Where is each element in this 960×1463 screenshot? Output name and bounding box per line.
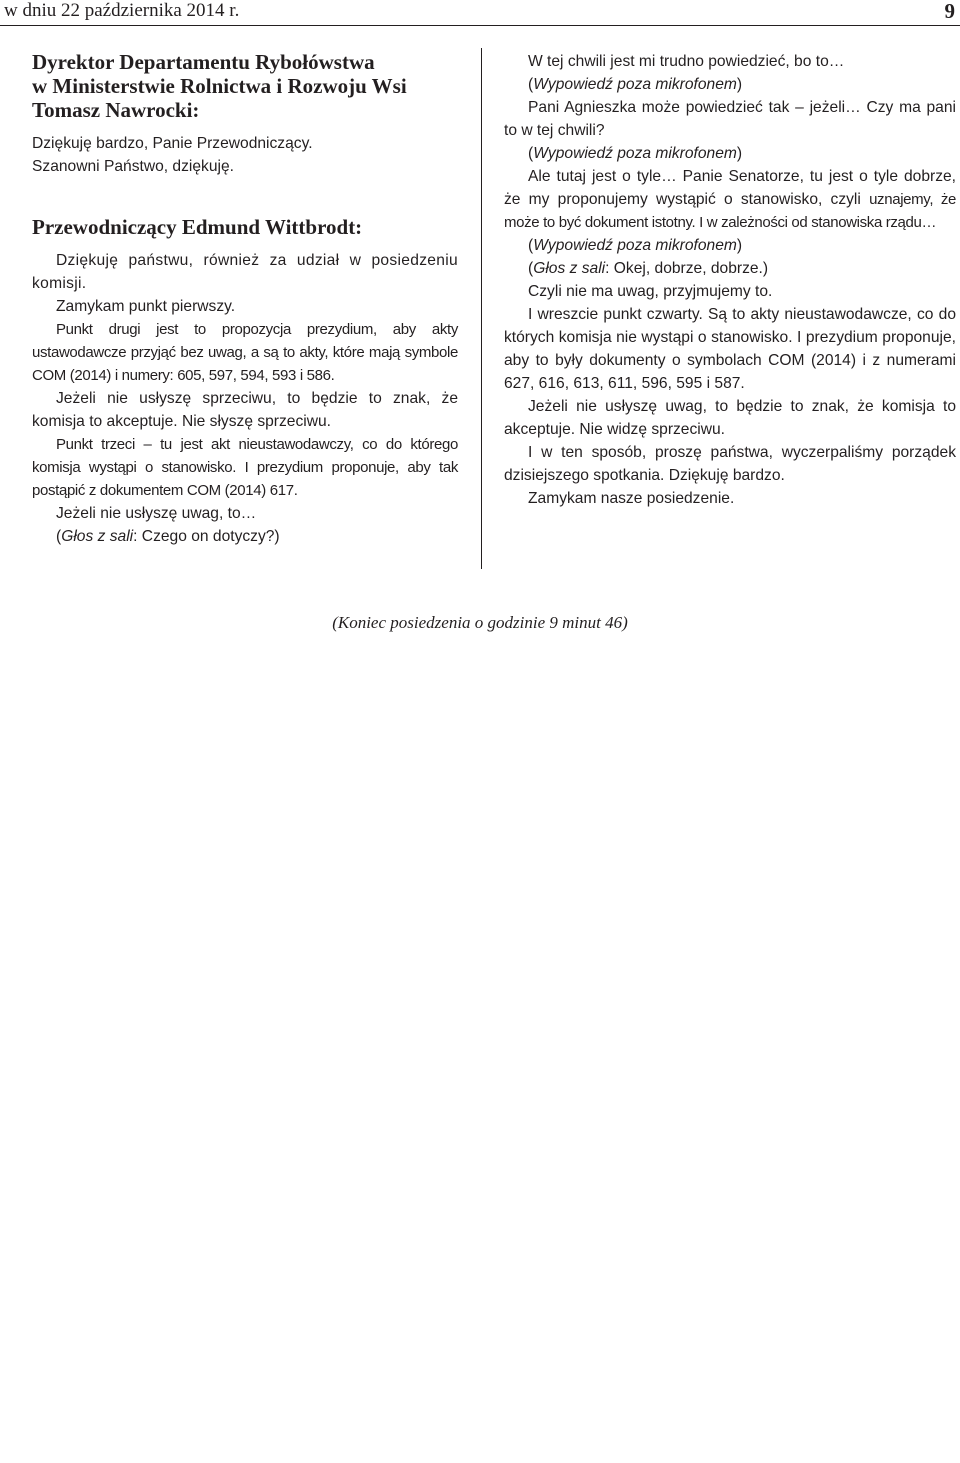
interjection-text: Wypowiedź poza mikrofonem — [533, 76, 737, 93]
page-number: 9 — [944, 0, 955, 23]
paragraph: Pani Agnieszka może powiedzieć tak – jeżeli… Czy ma pani to w tej chwili? — [504, 99, 956, 139]
speaker-heading-wittbrodt: Przewodniczący Edmund Wittbrodt: — [32, 215, 363, 239]
interjection: (Wypowiedź poza mikrofonem) — [528, 237, 743, 254]
paragraph: I w ten sposób, proszę państwa, wyczerpaliśmy porządek dzisiejszego spotkania. Dziękuję bardzo. — [504, 444, 956, 484]
interjection-text: : Okej, dobrze, dobrze.) — [605, 260, 769, 277]
session-end-note: (Koniec posiedzenia o godzinie 9 minut 46) — [332, 613, 628, 632]
paragraph: W tej chwili jest mi trudno powiedzieć, bo to… — [528, 53, 845, 70]
paragraph-part-1: Ale tutaj jest o tyle… Panie Senatorze, tu jest o tyle dobrze, że my proponujemy wystąpić o stanowisko, czyli — [504, 168, 956, 208]
column-divider — [481, 48, 482, 569]
interjection-label: Głos z sali — [533, 260, 606, 277]
speaker-line-1: Dyrektor Departamentu Rybołówstwa — [32, 50, 375, 74]
paragraph: Jeżeli nie usłyszę sprzeciwu, to będzie to znak, że komisja to akceptuje. Nie słyszę sprzeciwu. — [32, 390, 458, 430]
right-column — [504, 50, 956, 510]
interjection-text: : Czego on dotyczy?) — [133, 528, 280, 545]
paragraph: Dziękuję państwu, również za udział w posiedzeniu komisji. — [32, 252, 458, 292]
paragraph: Szanowni Państwo, dziękuję. — [32, 158, 234, 175]
header-rule — [0, 25, 960, 26]
header-date: w dniu 22 października 2014 r. — [4, 0, 240, 21]
paragraph-part-2: uznajemy, że może to być dokument istotny. I w zależności od stanowiska rządu… — [504, 191, 956, 231]
paragraph: Zamykam nasze posiedzenie. — [528, 490, 735, 507]
paragraph: Punkt drugi jest to propozycja prezydium, aby akty ustawodawcze przyjąć bez uwag, a są to akty, które mają symbole COM (2014) i numery: 605, 597, 594, 593 i 586. — [32, 321, 458, 384]
left-column — [32, 50, 458, 548]
paragraph: Jeżeli nie usłyszę uwag, to… — [56, 505, 257, 522]
paragraph: Punkt trzeci – tu jest akt nieustawodawczy, co do którego komisja wystąpi o stanowisko. I prezydium proponuje, aby tak postąpić z dokumentem COM (2014) 617. — [32, 436, 458, 499]
speaker-heading-nawrocki — [32, 50, 458, 122]
paragraph: Czyli nie ma uwag, przyjmujemy to. — [528, 283, 773, 300]
interjection-text: Wypowiedź poza mikrofonem — [533, 237, 737, 254]
paragraph: Jeżeli nie usłyszę uwag, to będzie to znak, że komisja to akceptuje. Nie widzę sprzeciwu. — [504, 398, 956, 438]
paragraph — [504, 165, 956, 234]
paragraph: Dziękuję bardzo, Panie Przewodniczący. — [32, 135, 313, 152]
interjection: (Głos z sali: Okej, dobrze, dobrze.) — [528, 260, 769, 277]
interjection-text: Wypowiedź poza mikrofonem — [533, 145, 737, 162]
interjection: (Głos z sali: Czego on dotyczy?) — [56, 528, 280, 545]
paragraph: Zamykam punkt pierwszy. — [56, 298, 236, 315]
interjection: (Wypowiedź poza mikrofonem) — [528, 76, 743, 93]
paragraph: I wreszcie punkt czwarty. Są to akty nieustawodawcze, co do których komisja nie wystąpi o stanowisko. I prezydium proponuje, aby to były dokumenty o symbolach COM (2014) i z numerami 627, 616, 613, 611, 596, 595 i 587. — [504, 306, 956, 392]
interjection: (Wypowiedź poza mikrofonem) — [528, 145, 743, 162]
interjection-label: Głos z sali — [61, 528, 134, 545]
page-header — [0, 0, 960, 26]
speaker-line-3: Tomasz Nawrocki: — [32, 98, 200, 122]
speaker-line-2: w Ministerstwie Rolnictwa i Rozwoju Wsi — [32, 74, 407, 98]
